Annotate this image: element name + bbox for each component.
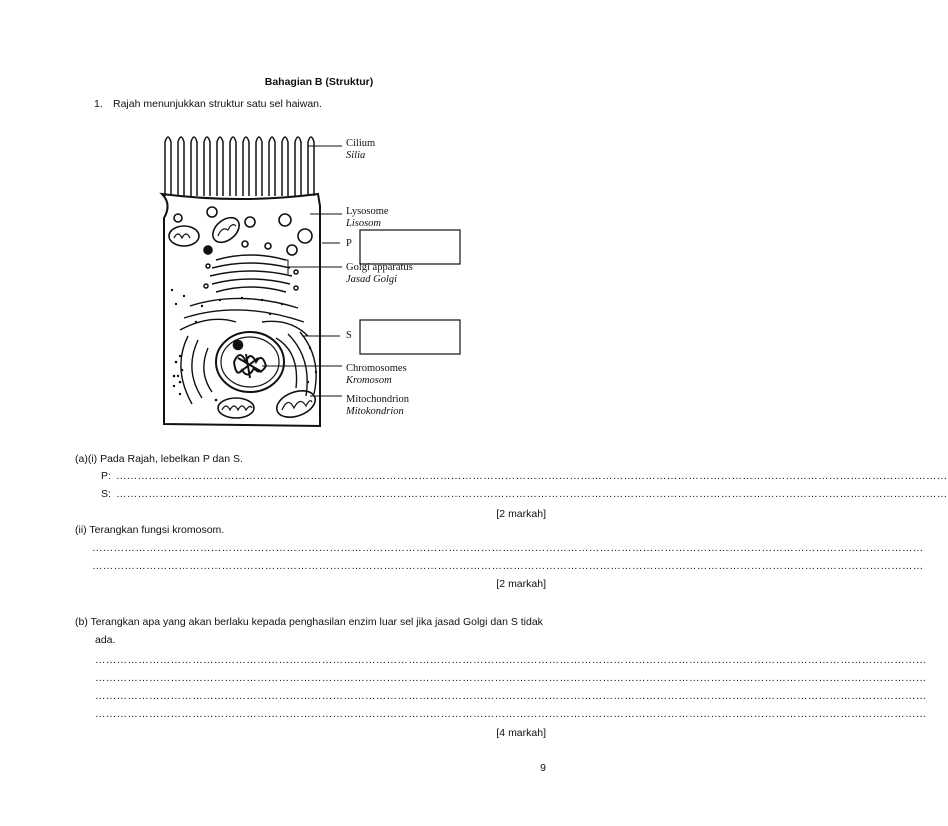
question-a-i: (a)(i) Pada Rajah, lebelkan P dan S.	[75, 453, 243, 465]
answer-line-a-ii-1[interactable]: ……………………………………………………………………………………………………………………………………………………………………………………………………………	[92, 542, 924, 554]
vesicles	[174, 207, 312, 255]
answer-line-s[interactable]: ……………………………………………………………………………………………………………………………………………………………………………………………………………	[116, 488, 948, 500]
label-lisosom: Lisosom	[346, 218, 382, 229]
golgi-apparatus	[204, 255, 298, 292]
animal-cell-diagram	[150, 126, 480, 431]
marks-a-ii: [2 markah]	[496, 578, 546, 590]
cilia	[165, 137, 314, 196]
question-b-line2: ada.	[95, 634, 116, 646]
mitochondrion-top	[169, 213, 244, 248]
label-golgi: Golgi apparatus	[346, 262, 413, 273]
answer-line-b-4[interactable]: ……………………………………………………………………………………………………………………………………………………………………………………………………………	[95, 708, 927, 720]
answer-s-prefix: S:	[101, 488, 111, 500]
label-kromosom: Kromosom	[346, 375, 392, 386]
answer-line-p[interactable]: ……………………………………………………………………………………………………………………………………………………………………………………………………………	[116, 470, 948, 482]
label-chromosomes: Chromosomes	[346, 363, 407, 374]
label-cilium: Cilium	[346, 138, 376, 149]
label-p: P	[346, 238, 352, 249]
endoplasmic-reticulum	[180, 298, 316, 404]
answer-line-a-ii-2[interactable]: ……………………………………………………………………………………………………………………………………………………………………………………………………………	[92, 560, 924, 572]
label-jasad-golgi: Jasad Golgi	[346, 274, 398, 285]
answer-line-b-2[interactable]: ……………………………………………………………………………………………………………………………………………………………………………………………………………	[95, 672, 927, 684]
label-mitokondrion: Mitokondrion	[346, 406, 404, 417]
mitochondrion-bottom	[218, 386, 319, 422]
answer-line-b-1[interactable]: ……………………………………………………………………………………………………………………………………………………………………………………………………………	[95, 654, 927, 666]
answer-p-prefix: P:	[101, 470, 111, 482]
label-mitochondrion: Mitochondrion	[346, 394, 409, 405]
answer-box-s	[360, 320, 460, 354]
marks-b: [4 markah]	[496, 727, 546, 739]
answer-box-p	[360, 230, 460, 264]
label-s: S	[346, 330, 352, 341]
marks-a-i: [2 markah]	[496, 508, 546, 520]
question-text: Rajah menunjukkan struktur satu sel haiwan.	[113, 98, 322, 110]
answer-line-b-3[interactable]: ……………………………………………………………………………………………………………………………………………………………………………………………………………	[95, 690, 927, 702]
nucleus	[216, 332, 284, 392]
section-title: Bahagian B (Struktur)	[264, 76, 374, 88]
question-number: 1.	[94, 98, 103, 110]
chromosomes	[234, 354, 266, 378]
page-number: 9	[540, 762, 546, 774]
question-b-line1: (b) Terangkan apa yang akan berlaku kepada penghasilan enzim luar sel jika jasad Golgi dan S tidak	[75, 616, 543, 628]
label-lysosome: Lysosome	[346, 206, 389, 217]
question-a-ii: (ii) Terangkan fungsi kromosom.	[75, 524, 225, 536]
label-silia: Silia	[346, 150, 366, 161]
leader-lines	[262, 146, 342, 396]
